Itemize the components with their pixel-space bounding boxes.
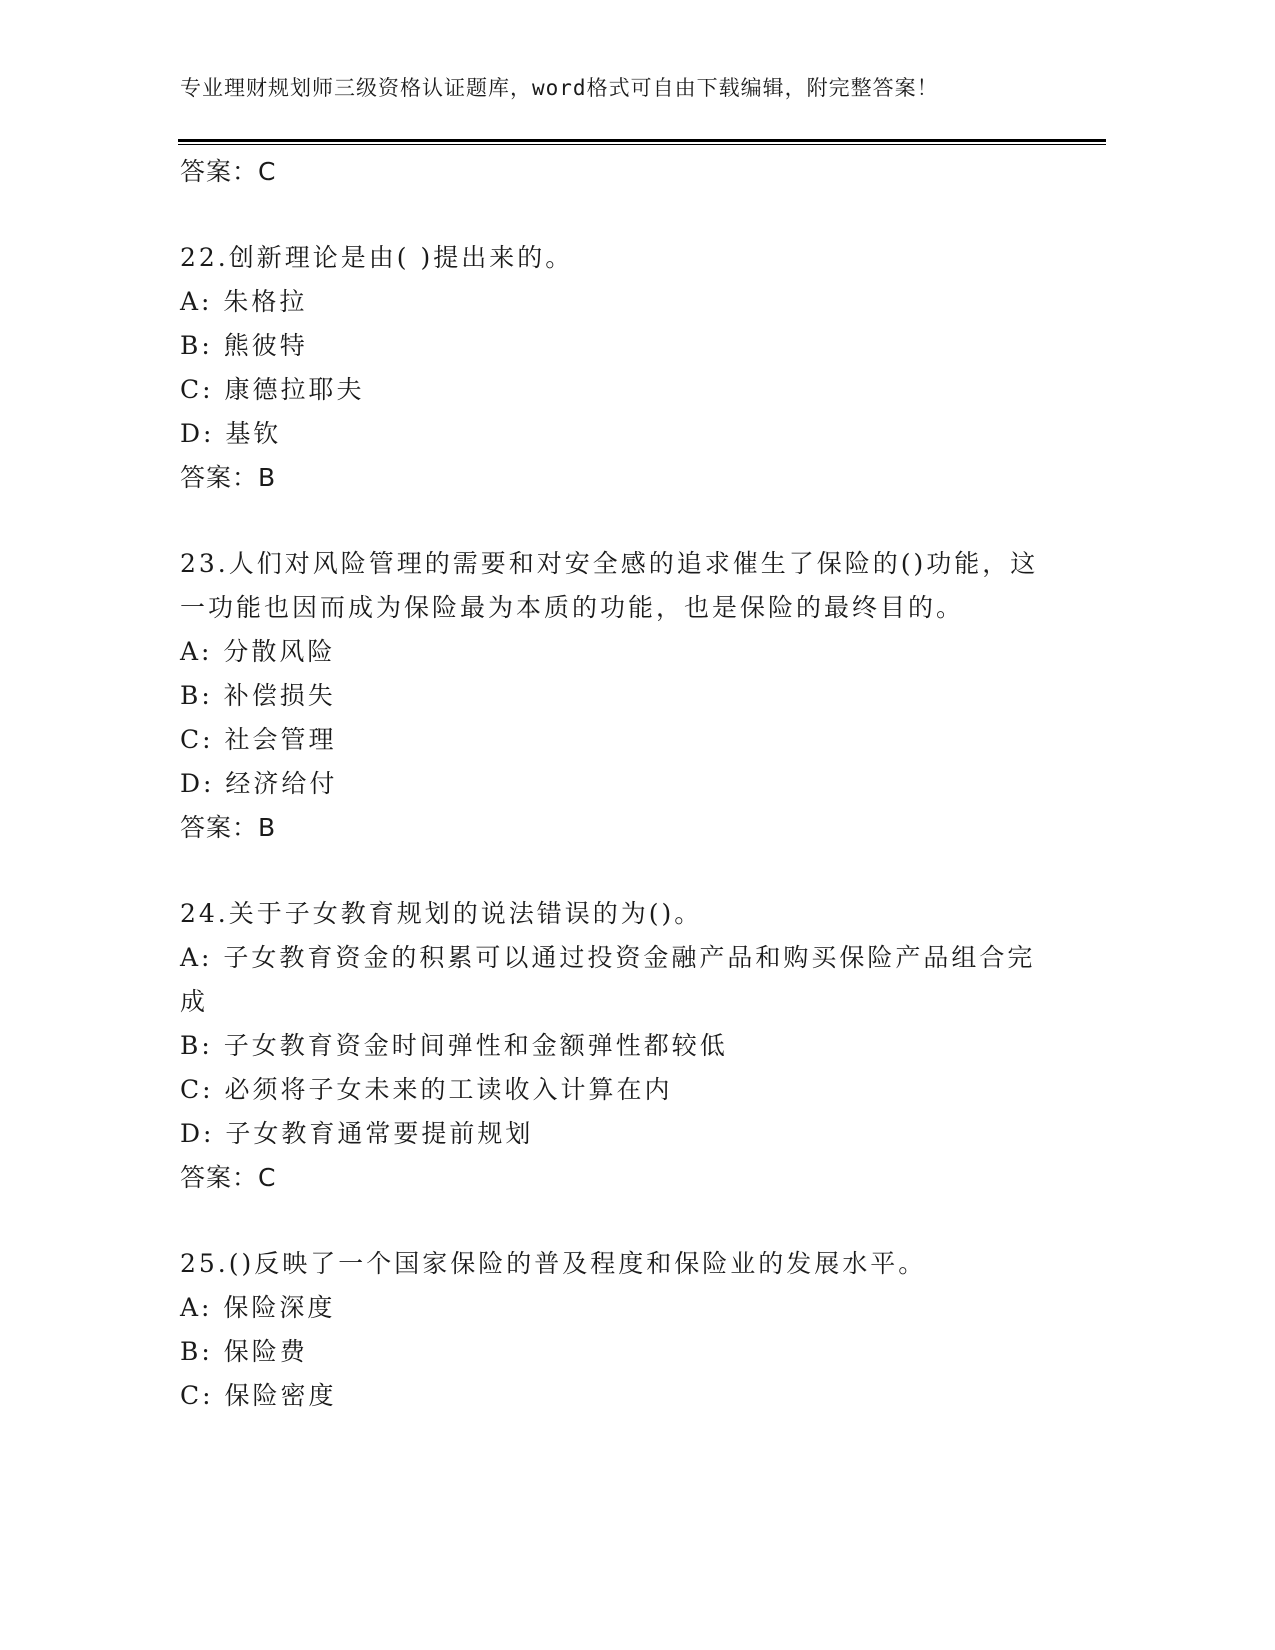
question-block bbox=[180, 892, 1036, 1200]
option-a: A: 朱格拉 bbox=[180, 287, 308, 316]
question-block bbox=[180, 236, 1030, 500]
question-text: 24.关于子女教育规划的说法错误的为()。 bbox=[180, 899, 703, 928]
document-body bbox=[180, 150, 1039, 1418]
option-d: D: 基钦 bbox=[180, 419, 282, 448]
option-b: B: 保险费 bbox=[180, 1337, 308, 1366]
option-b: B: 熊彼特 bbox=[180, 331, 308, 360]
question-block bbox=[180, 542, 1039, 850]
option-a: A: 子女教育资金的积累可以通过投资金融产品和购买保险产品组合完 bbox=[180, 943, 1036, 972]
question-text: 23.人们对风险管理的需要和对安全感的追求催生了保险的()功能，这 bbox=[180, 549, 1039, 578]
question-text: 一功能也因而成为保险最为本质的功能，也是保险的最终目的。 bbox=[180, 593, 965, 622]
option-c: C: 必须将子女未来的工读收入计算在内 bbox=[180, 1075, 673, 1104]
option-c: C: 社会管理 bbox=[180, 725, 337, 754]
option-a: A: 分散风险 bbox=[180, 637, 336, 666]
answer-line: 答案：C bbox=[180, 157, 277, 186]
option-d: D: 经济给付 bbox=[180, 769, 338, 798]
option-a: A: 保险深度 bbox=[180, 1293, 336, 1322]
question-text: 22.创新理论是由( )提出来的。 bbox=[180, 243, 574, 272]
answer-line: 答案：C bbox=[180, 1163, 277, 1192]
option-a-continued: 成 bbox=[180, 987, 209, 1016]
answer-line: 答案：B bbox=[180, 813, 277, 842]
option-d: D: 子女教育通常要提前规划 bbox=[180, 1119, 534, 1148]
option-b: B: 子女教育资金时间弹性和金额弹性都较低 bbox=[180, 1031, 728, 1060]
option-c: C: 康德拉耶夫 bbox=[180, 375, 365, 404]
page-header: 专业理财规划师三级资格认证题库，word格式可自由下载编辑，附完整答案！ bbox=[180, 76, 939, 100]
header-rule-thin bbox=[178, 144, 1106, 145]
header-rule-thick bbox=[178, 139, 1106, 142]
option-c: C: 保险密度 bbox=[180, 1381, 337, 1410]
question-block bbox=[180, 1242, 1030, 1418]
option-b: B: 补偿损失 bbox=[180, 681, 336, 710]
answer-line: 答案：B bbox=[180, 463, 277, 492]
question-text: 25.()反映了一个国家保险的普及程度和保险业的发展水平。 bbox=[180, 1249, 927, 1278]
